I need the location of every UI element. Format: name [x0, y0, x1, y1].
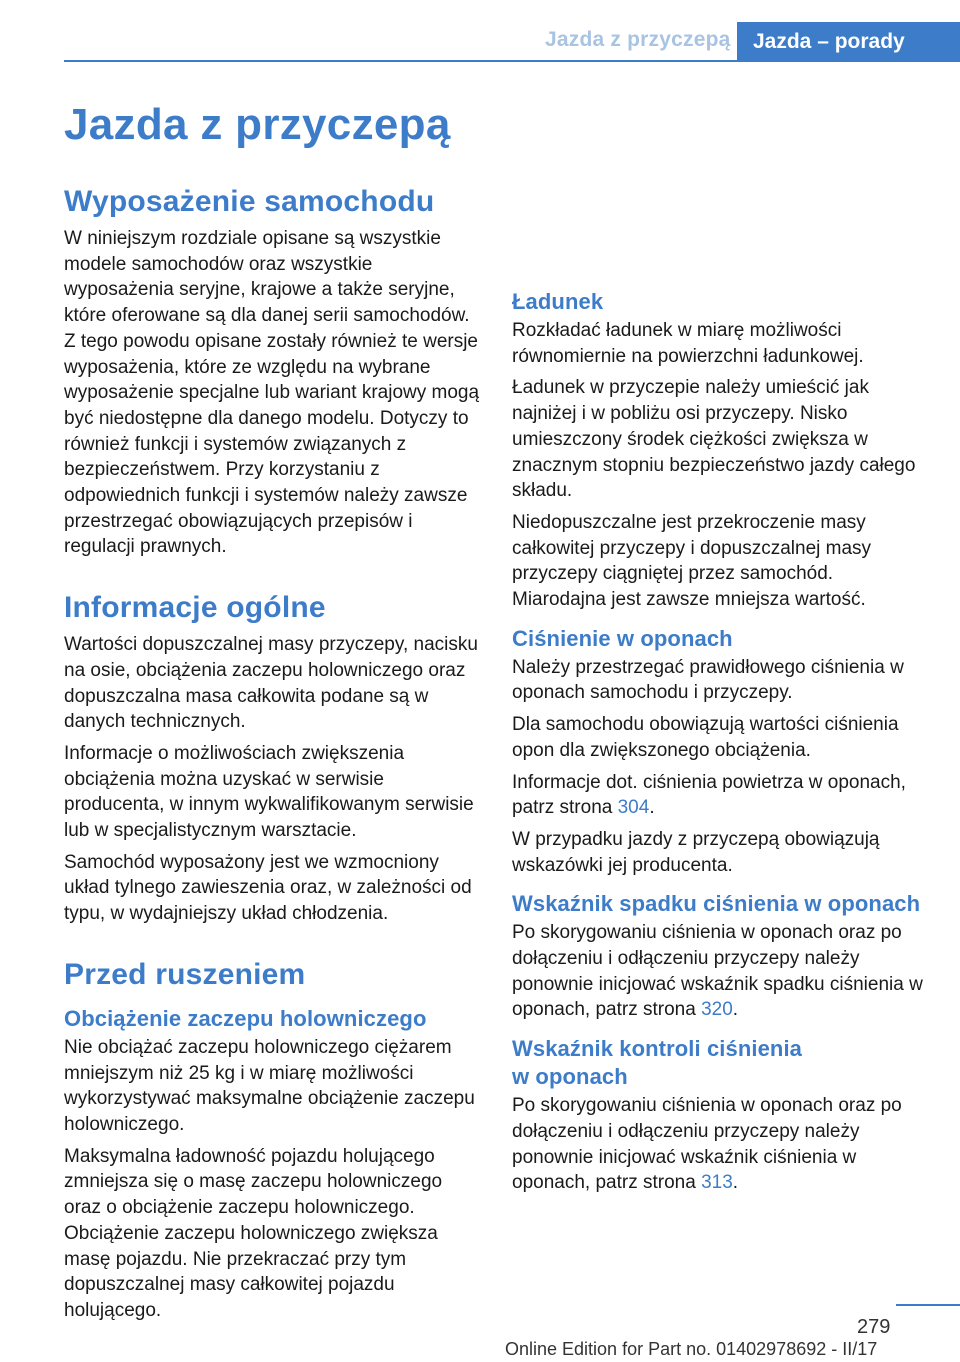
paragraph: Samochód wyposażony jest we wzmocniony układ tylnego zawieszenia oraz, w zależności od typu, w wydajniejszy układ chłodzenia.	[64, 851, 472, 925]
paragraph: Ładunek w przyczepie należy umieścić jak najniżej i w pobliżu osi przyczepy. Nisko umieszczony środek ciężkości zwiększa w znacznym stopniu bezpieczeństwo jazdy całego składu.	[512, 377, 916, 502]
section-title-general-info: Informacje ogólne	[64, 591, 326, 625]
page-link-313[interactable]: 313	[701, 1172, 733, 1194]
edition-note: Online Edition for Part no. 01402978692 - II/17	[505, 1339, 878, 1359]
header-divider	[64, 60, 960, 62]
paragraph: Należy przestrzegać prawidłowego ciśnienia w oponach samochodu i przyczepy.	[512, 656, 904, 704]
breadcrumb-current[interactable]: Jazda – porady	[737, 22, 960, 62]
page-number: 279	[857, 1316, 891, 1338]
subsection-title-tyre-pressure: Ciśnienie w oponach	[512, 625, 733, 651]
paragraph: Po skorygowaniu ciśnienia w oponach oraz po dołączeniu i odłączeniu przyczepy należy ponownie inicjować wskaźnik spadku ciśnienia w oponach, patrz strona 320.	[512, 922, 923, 1021]
section-title-before-driving: Przed ruszeniem	[64, 957, 306, 991]
paragraph: Niedopuszczalne jest przekroczenie masy całkowitej przyczepy i dopuszczalnej masy przyczepy ciągniętej przez samochód. Miarodajna jest zawsze mniejsza wartość.	[512, 511, 872, 611]
paragraph: Maksymalna ładowność pojazdu holującego zmniejsza się o masę zaczepu holowniczego oraz o obciążenie zaczepu holowniczego. Obciążenie zaczepu holowniczego zwiększa masę pojazdu. Nie przekraczać przy tym dopuszczalnej masy całkowitej pojazdu holującego.	[64, 1145, 443, 1321]
paragraph: W niniejszym rozdziale opisane są wszystkie modele samochodów oraz wszystkie wyposażenia seryjne, krajowe a także seryjne, które oferowane są dla danej serii samochodów. Z tego powodu opisane zostały również te wersje wyposażenia, które ze względu na wybrane wyposażenie specjalne lub wariant krajowy mogą być niedostępne dla danego modelu. Dotyczy to również funkcji i systemów związanych z bezpieczeństwem. Przy korzystaniu z odpowiednich funkcji i systemów należy zawsze przestrzegać obowiązujących przepisów i regulacji prawnych.	[64, 228, 480, 558]
section-title-equipment: Wyposażenie samochodu	[64, 185, 435, 218]
paragraph-text: Po skorygowaniu ciśnienia w oponach oraz po dołączeniu i odłączeniu przyczepy należy ponownie inicjować wskaźnik spadku ciśnienia w oponach, patrz strona	[512, 922, 923, 1021]
left-column	[64, 184, 482, 1324]
right-column	[512, 210, 930, 1196]
footer-divider	[896, 1304, 960, 1306]
paragraph: Informacje dot. ciśnienia powietrza w oponach, patrz strona 304.	[512, 771, 906, 819]
page-link-320[interactable]: 320	[701, 999, 733, 1021]
subsection-title-load: Ładunek	[512, 289, 604, 314]
subsection-title-tyre-deflation-indicator: Wskaźnik spadku ciśnienia w oponach	[512, 891, 921, 917]
paragraph: Wartości dopuszczalnej masy przyczepy, nacisku na osie, obciążenia zaczepu holowniczego oraz dopuszczalna masa całkowita podane są w danych technicznych.	[64, 634, 478, 733]
paragraph-text: Informacje dot. ciśnienia powietrza w oponach, patrz strona	[512, 771, 906, 819]
paragraph: Po skorygowaniu ciśnienia w oponach oraz po dołączeniu i odłączeniu przyczepy należy ponownie inicjować wskaźnik ciśnienia w oponach, patrz strona 313.	[512, 1095, 902, 1194]
page-link-304[interactable]: 304	[617, 797, 650, 819]
breadcrumb-previous[interactable]: Jazda z przyczepą	[545, 28, 731, 51]
paragraph: Informacje o możliwościach zwiększenia obciążenia można uzyskać w serwisie producenta, w innym wykwalifikowanym serwisie lub w specjalistycznym warsztacie.	[64, 742, 474, 842]
page-title: Jazda z przyczepą	[64, 100, 451, 149]
paragraph: Rozkładać ładunek w miarę możliwości równomiernie na powierzchni ładunkowej.	[512, 320, 864, 367]
paragraph-text: Po skorygowaniu ciśnienia w oponach oraz po dołączeniu i odłączeniu przyczepy należy ponownie inicjować wskaźnik ciśnienia w oponach, patrz strona	[512, 1095, 902, 1194]
paragraph: W przypadku jazdy z przyczepą obowiązują wskazówki jej producenta.	[512, 828, 880, 876]
paragraph: Dla samochodu obowiązują wartości ciśnienia opon dla zwiększonego obciążenia.	[512, 714, 899, 761]
header-bar	[0, 22, 960, 62]
paragraph: Nie obciążać zaczepu holowniczego ciężarem mniejszym niż 25 kg i w miarę możliwości wykorzystywać maksymalne obciążenie zaczepu holowniczego.	[64, 1036, 475, 1135]
subsection-title-tyre-pressure-monitor: Wskaźnik kontroli ciśnienia w oponach	[512, 1036, 802, 1090]
subsection-title-tow-hitch-load: Obciążenie zaczepu holowniczego	[64, 1005, 427, 1031]
